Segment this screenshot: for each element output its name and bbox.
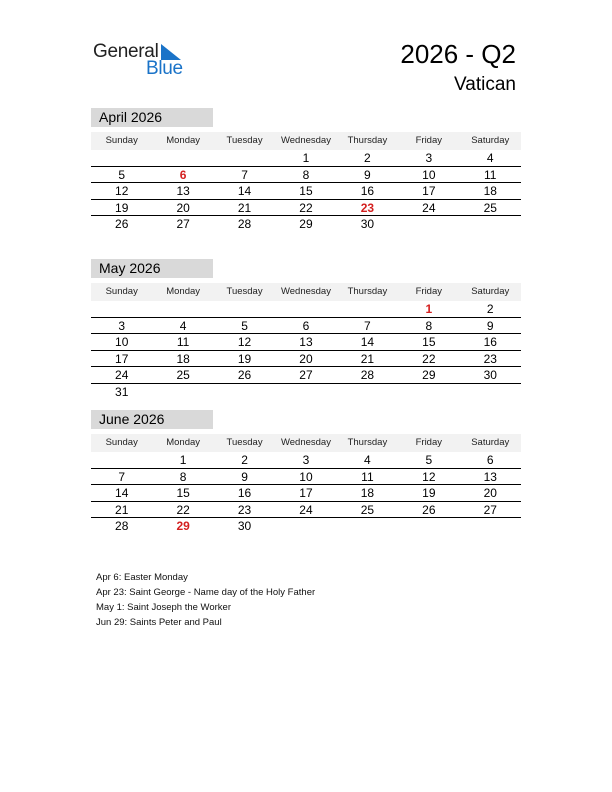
day-cell: 20 [299, 351, 313, 366]
week-row [91, 384, 521, 401]
day-cell: 15 [422, 335, 436, 349]
weekday-label: Thursday [347, 437, 388, 448]
month-title: April 2026 [91, 108, 213, 127]
day-cell: 21 [115, 502, 129, 517]
day-cell [275, 301, 336, 317]
day-cell [460, 518, 521, 535]
weekday-label: Wednesday [280, 286, 331, 297]
day-cell: 18 [483, 184, 497, 198]
day-cell: 29 [422, 368, 436, 382]
day-cell: 21 [360, 351, 375, 366]
day-cell: 15 [299, 184, 313, 198]
day-cell: 19 [237, 351, 252, 366]
day-cell: 15 [176, 486, 190, 500]
weekday-label: Friday [415, 437, 443, 448]
day-cell: 18 [176, 351, 190, 366]
day-cell: 9 [364, 167, 371, 182]
weekday-header [91, 283, 521, 301]
week-row [91, 518, 521, 535]
weekday-label: Tuesday [226, 437, 263, 448]
day-cell: 3 [118, 318, 126, 333]
day-cell [275, 518, 336, 535]
calendar-grid [91, 301, 521, 400]
week-row [91, 351, 521, 368]
holiday-note: Apr 6: Easter Monday [96, 572, 188, 583]
day-cell: 10 [422, 167, 436, 182]
week-row [91, 367, 521, 384]
day-cell: 12 [237, 335, 252, 349]
day-cell: 29 [176, 519, 190, 533]
day-cell [91, 452, 152, 468]
day-cell: 4 [486, 151, 494, 165]
day-cell: 27 [176, 217, 190, 231]
holiday-note: Jun 29: Saints Peter and Paul [96, 617, 222, 628]
weekday-header [91, 434, 521, 452]
day-cell: 28 [115, 519, 129, 533]
day-cell: 24 [422, 200, 436, 215]
day-cell: 10 [299, 469, 313, 484]
day-cell: 17 [422, 184, 436, 198]
day-cell [398, 216, 459, 233]
calendar-grid [91, 452, 521, 535]
weekday-label: Monday [166, 135, 201, 146]
logo-text-blue: Blue [146, 58, 183, 79]
day-cell: 12 [422, 469, 436, 484]
day-cell: 7 [364, 318, 371, 333]
day-cell [275, 384, 336, 401]
week-row [91, 502, 521, 519]
day-cell: 13 [176, 184, 190, 198]
month-june [91, 410, 521, 535]
day-cell: 24 [115, 368, 129, 382]
day-cell: 5 [425, 453, 433, 467]
day-cell: 14 [237, 184, 252, 198]
month-title: June 2026 [91, 410, 213, 429]
day-cell [398, 384, 459, 401]
logo-text-general: General [93, 41, 159, 62]
day-cell: 1 [425, 302, 433, 316]
day-cell: 30 [237, 519, 252, 533]
day-cell: 26 [422, 502, 436, 517]
day-cell [214, 384, 275, 401]
day-cell: 30 [483, 368, 497, 382]
day-cell [91, 301, 152, 317]
day-cell: 21 [237, 200, 252, 215]
day-cell: 23 [483, 351, 497, 366]
weekday-label: Wednesday [280, 135, 331, 146]
day-cell: 9 [241, 469, 248, 484]
day-cell: 17 [115, 351, 129, 366]
weekday-label: Thursday [347, 135, 388, 146]
day-cell [152, 384, 213, 401]
weekday-label: Wednesday [280, 437, 331, 448]
day-cell: 16 [483, 335, 497, 349]
day-cell [337, 384, 398, 401]
weekday-label: Friday [415, 135, 443, 146]
month-april [91, 108, 521, 233]
generalblue-logo [93, 40, 193, 80]
day-cell: 24 [299, 502, 313, 517]
day-cell: 6 [486, 453, 494, 467]
week-row [91, 200, 521, 217]
day-cell: 13 [299, 335, 313, 349]
day-cell: 6 [302, 318, 310, 333]
day-cell: 3 [425, 151, 433, 165]
day-cell [91, 150, 152, 166]
day-cell: 2 [364, 151, 371, 165]
day-cell: 1 [179, 453, 187, 467]
day-cell: 10 [115, 335, 129, 349]
day-cell: 17 [299, 486, 313, 500]
day-cell: 31 [115, 384, 129, 399]
day-cell: 7 [118, 469, 126, 484]
week-row [91, 469, 521, 486]
day-cell: 25 [176, 368, 190, 382]
weekday-label: Tuesday [226, 286, 263, 297]
day-cell: 5 [241, 318, 248, 333]
day-cell: 8 [302, 167, 310, 182]
day-cell: 28 [237, 217, 252, 231]
day-cell: 3 [302, 453, 310, 467]
day-cell: 9 [486, 318, 494, 333]
day-cell: 8 [425, 318, 433, 333]
week-row [91, 334, 521, 351]
day-cell: 19 [115, 200, 129, 215]
page-title: 2026 - Q2 [400, 39, 516, 69]
day-cell [152, 301, 213, 317]
week-row [91, 485, 521, 502]
country-name: Vatican [454, 74, 516, 95]
weekday-header [91, 132, 521, 150]
day-cell: 23 [237, 502, 252, 517]
day-cell: 27 [483, 502, 497, 517]
weekday-label: Saturday [471, 286, 510, 297]
day-cell: 26 [115, 217, 129, 231]
day-cell: 13 [483, 469, 497, 484]
day-cell: 14 [115, 486, 129, 500]
weekday-label: Tuesday [226, 135, 263, 146]
weekday-label: Sunday [105, 286, 138, 297]
weekday-label: Sunday [105, 135, 138, 146]
day-cell: 19 [422, 486, 436, 500]
day-cell: 16 [360, 184, 375, 198]
day-cell: 8 [179, 469, 187, 484]
day-cell: 11 [361, 469, 374, 484]
weekday-label: Saturday [471, 437, 510, 448]
day-cell: 23 [360, 200, 375, 215]
week-row [91, 150, 521, 167]
day-cell: 11 [176, 335, 190, 349]
day-cell: 11 [484, 167, 497, 182]
weekday-label: Friday [415, 286, 443, 297]
day-cell [337, 301, 398, 317]
day-cell: 20 [176, 200, 190, 215]
week-row [91, 318, 521, 335]
day-cell: 20 [483, 486, 497, 500]
day-cell [398, 518, 459, 535]
day-cell: 4 [364, 453, 371, 467]
day-cell: 22 [299, 200, 313, 215]
day-cell: 29 [299, 217, 313, 231]
day-cell: 27 [299, 368, 313, 382]
weekday-label: Monday [166, 286, 201, 297]
day-cell: 1 [302, 151, 310, 165]
week-row [91, 301, 521, 318]
holiday-note: May 1: Saint Joseph the Worker [96, 602, 231, 613]
week-row [91, 216, 521, 233]
day-cell: 7 [241, 167, 248, 182]
holiday-notes [96, 570, 315, 630]
weekday-label: Saturday [471, 135, 510, 146]
day-cell [460, 384, 521, 401]
week-row [91, 183, 521, 200]
day-cell [337, 518, 398, 535]
month-title: May 2026 [91, 259, 213, 278]
month-may [91, 259, 521, 400]
day-cell: 16 [237, 486, 252, 500]
day-cell: 28 [360, 368, 375, 382]
day-cell: 26 [237, 368, 252, 382]
day-cell: 30 [360, 217, 375, 231]
day-cell: 25 [483, 200, 497, 215]
weekday-label: Monday [166, 437, 201, 448]
day-cell: 2 [486, 302, 494, 316]
day-cell: 5 [118, 167, 126, 182]
week-row [91, 452, 521, 469]
holiday-note: Apr 23: Saint George - Name day of the Holy Father [96, 587, 316, 598]
day-cell: 6 [179, 167, 187, 182]
day-cell [214, 150, 275, 166]
day-cell: 22 [422, 351, 436, 366]
day-cell: 2 [241, 453, 248, 467]
weekday-label: Sunday [105, 437, 138, 448]
day-cell: 14 [360, 335, 375, 349]
weekday-label: Thursday [347, 286, 388, 297]
day-cell: 18 [360, 486, 375, 500]
day-cell [214, 301, 275, 317]
day-cell [152, 150, 213, 166]
day-cell: 12 [115, 184, 129, 198]
week-row [91, 167, 521, 184]
day-cell: 22 [176, 502, 190, 517]
day-cell: 25 [360, 502, 375, 517]
day-cell: 4 [179, 318, 187, 333]
day-cell [460, 216, 521, 233]
calendar-grid [91, 150, 521, 233]
